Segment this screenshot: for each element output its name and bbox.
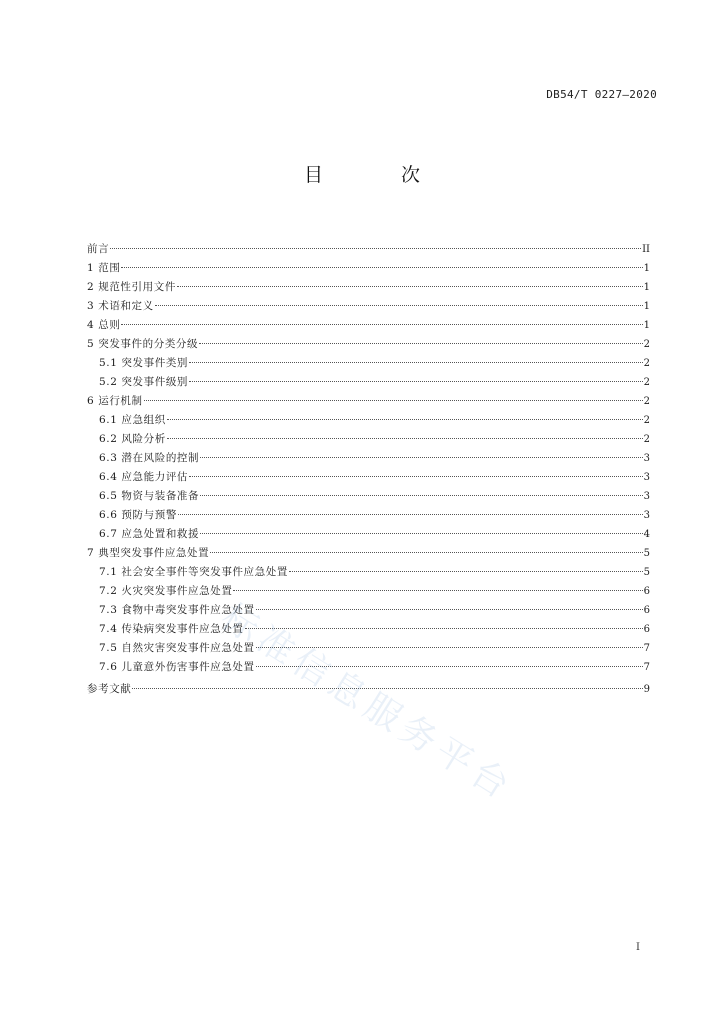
toc-entry[interactable] <box>87 240 650 259</box>
toc-dot-leader <box>199 343 643 344</box>
toc-dot-leader <box>189 476 643 477</box>
toc-entry[interactable] <box>87 639 650 658</box>
watermark-text: 标准信息服务平台 <box>214 596 521 810</box>
toc-entry-label: 2 规范性引用文件 <box>87 281 176 293</box>
toc-entry[interactable] <box>87 297 650 316</box>
table-of-contents <box>87 240 650 699</box>
toc-dot-leader <box>245 628 643 629</box>
toc-entry-page: 6 <box>643 624 650 635</box>
toc-entry-page: 2 <box>643 339 650 350</box>
toc-entry-label: 3 术语和定义 <box>87 300 154 312</box>
toc-entry-label: 7.1 社会安全事件等突发事件应急处置 <box>99 566 288 578</box>
toc-dot-leader <box>144 400 643 401</box>
toc-dot-leader <box>167 438 643 439</box>
toc-entry-label: 7 典型突发事件应急处置 <box>87 547 210 559</box>
toc-entry[interactable] <box>87 525 650 544</box>
toc-entry-page: 1 <box>643 301 650 312</box>
toc-dot-leader <box>121 324 642 325</box>
toc-entry-label: 参考文献 <box>87 683 132 695</box>
toc-entry-page: 1 <box>643 320 650 331</box>
toc-dot-leader <box>177 286 643 287</box>
toc-entry-page: 2 <box>643 434 650 445</box>
toc-entry-page: 2 <box>643 377 650 388</box>
toc-dot-leader <box>200 457 642 458</box>
toc-entry[interactable] <box>87 335 650 354</box>
toc-entry-page: 5 <box>643 567 650 578</box>
toc-dot-leader <box>210 552 642 553</box>
toc-dot-leader <box>200 533 642 534</box>
toc-entry[interactable] <box>87 506 650 525</box>
toc-entry[interactable] <box>87 316 650 335</box>
toc-entry-label: 1 范围 <box>87 262 121 274</box>
toc-entry[interactable] <box>87 468 650 487</box>
toc-entry-page: 7 <box>643 662 650 673</box>
toc-entry-label: 7.4 传染病突发事件应急处置 <box>99 623 244 635</box>
toc-dot-leader <box>256 666 643 667</box>
toc-entry-page: 2 <box>643 415 650 426</box>
toc-entry[interactable] <box>87 449 650 468</box>
toc-dot-leader <box>233 590 642 591</box>
toc-entry[interactable] <box>87 259 650 278</box>
toc-entry-label: 7.3 食物中毒突发事件应急处置 <box>99 604 255 616</box>
toc-dot-leader <box>178 514 643 515</box>
toc-entry-page: 2 <box>643 358 650 369</box>
toc-entry[interactable] <box>87 680 650 699</box>
toc-entry-label: 6.3 潜在风险的控制 <box>99 452 200 464</box>
toc-dot-leader <box>256 609 643 610</box>
toc-dot-leader <box>110 248 641 249</box>
toc-entry-label: 6.6 预防与预警 <box>99 509 177 521</box>
toc-entry-page: 3 <box>643 491 650 502</box>
toc-dot-leader <box>155 305 643 306</box>
toc-entry-page: 2 <box>643 396 650 407</box>
toc-entry[interactable] <box>87 430 650 449</box>
toc-entry[interactable] <box>87 582 650 601</box>
toc-entry[interactable] <box>87 620 650 639</box>
toc-entry-page: 6 <box>643 586 650 597</box>
toc-entry[interactable] <box>87 601 650 620</box>
toc-entry-label: 5 突发事件的分类分级 <box>87 338 199 350</box>
toc-entry-label: 6 运行机制 <box>87 395 143 407</box>
toc-entry-label: 6.5 物资与装备准备 <box>99 490 200 502</box>
toc-entry[interactable] <box>87 354 650 373</box>
document-code: DB54/T 0227—2020 <box>546 88 657 101</box>
toc-entry-page: 3 <box>643 453 650 464</box>
toc-entry[interactable] <box>87 487 650 506</box>
toc-dot-leader <box>121 267 642 268</box>
toc-entry-label: 5.2 突发事件级别 <box>99 376 189 388</box>
toc-entry[interactable] <box>87 278 650 297</box>
toc-dot-leader <box>167 419 643 420</box>
toc-dot-leader <box>200 495 642 496</box>
toc-entry-label: 7.2 火灾突发事件应急处置 <box>99 585 233 597</box>
toc-entry-page: 1 <box>643 263 650 274</box>
toc-entry-label: 前言 <box>87 243 110 255</box>
toc-entry-page: 5 <box>643 548 650 559</box>
toc-entry-page: II <box>642 244 650 255</box>
toc-entry-label: 7.6 儿童意外伤害事件应急处置 <box>99 661 255 673</box>
toc-entry-page: 6 <box>643 605 650 616</box>
toc-entry-label: 5.1 突发事件类别 <box>99 357 189 369</box>
toc-entry-label: 7.5 自然灾害突发事件应急处置 <box>99 642 255 654</box>
toc-entry-page: 4 <box>643 529 650 540</box>
toc-entry-label: 6.7 应急处置和救援 <box>99 528 200 540</box>
toc-entry[interactable] <box>87 544 650 563</box>
toc-dot-leader <box>289 571 643 572</box>
toc-entry-label: 6.2 风险分析 <box>99 433 166 445</box>
page-number: I <box>636 942 640 953</box>
toc-dot-leader <box>132 688 642 689</box>
toc-entry-page: 3 <box>643 472 650 483</box>
toc-entry[interactable] <box>87 411 650 430</box>
toc-entry[interactable] <box>87 563 650 582</box>
toc-entry-label: 6.1 应急组织 <box>99 414 166 426</box>
toc-entry[interactable] <box>87 658 650 677</box>
toc-dot-leader <box>256 647 643 648</box>
toc-entry[interactable] <box>87 373 650 392</box>
toc-entry[interactable] <box>87 392 650 411</box>
toc-entry-page: 1 <box>643 282 650 293</box>
toc-dot-leader <box>189 381 643 382</box>
toc-dot-leader <box>189 362 643 363</box>
page-title: 目 次 <box>303 164 457 186</box>
toc-entry-page: 7 <box>643 643 650 654</box>
toc-entry-label: 4 总则 <box>87 319 121 331</box>
toc-entry-page: 9 <box>643 684 650 695</box>
toc-entry-label: 6.4 应急能力评估 <box>99 471 189 483</box>
toc-entry-page: 3 <box>643 510 650 521</box>
